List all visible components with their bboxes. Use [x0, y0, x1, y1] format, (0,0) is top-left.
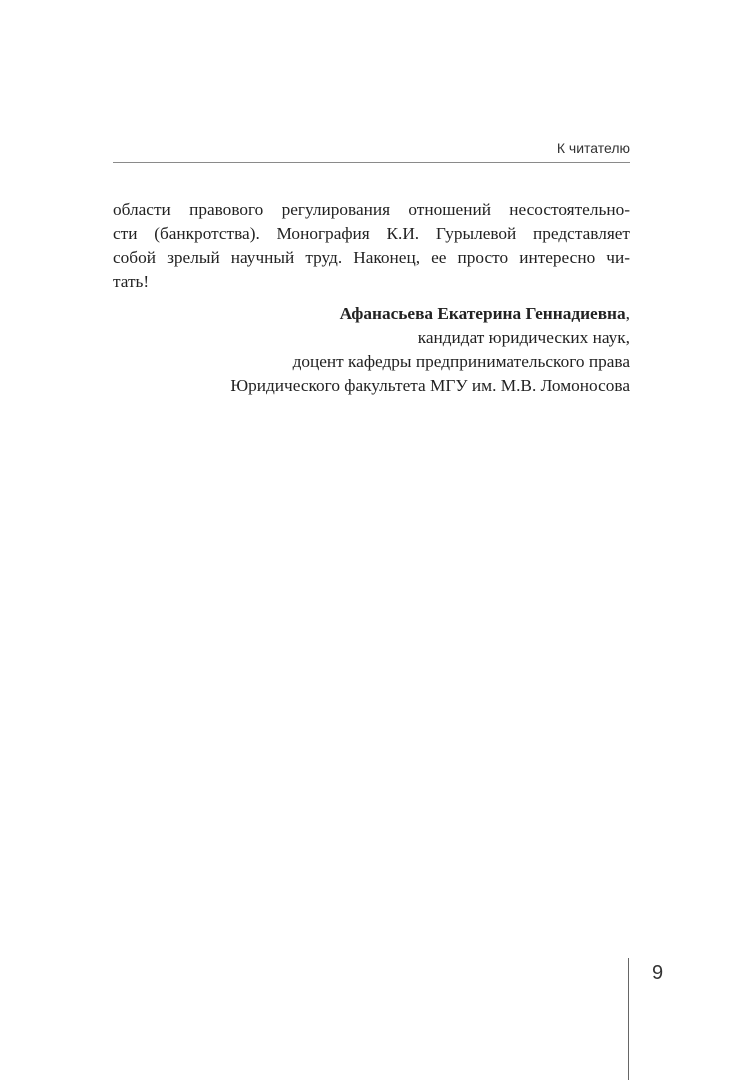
signature-name-line: [113, 302, 630, 326]
author-degree: кандидат юридических наук,: [417, 328, 630, 347]
running-head-title: К читателю: [556, 140, 630, 156]
author-signature: [113, 302, 630, 398]
page-number: 9: [652, 962, 664, 984]
body-line: сти (банкротства). Монография К.И. Гурылевой представляет: [113, 224, 630, 243]
author-name-suffix: ,: [625, 304, 630, 323]
page-number-rule: [628, 958, 629, 1080]
body-line: собой зрелый научный труд. Наконец, ее просто интересно чи-: [113, 248, 630, 267]
header-rule: [113, 162, 630, 163]
body-line: области правового регулирования отношений несостоятельно-: [113, 200, 630, 219]
body-paragraph: [113, 198, 630, 294]
author-name: Афанасьева Екатерина Геннадиевна: [339, 304, 626, 323]
body-line: тать!: [113, 272, 150, 291]
author-affiliation: Юридического факультета МГУ им. М.В. Ломоносова: [230, 376, 630, 395]
author-position: доцент кафедры предпринимательского права: [292, 352, 630, 371]
